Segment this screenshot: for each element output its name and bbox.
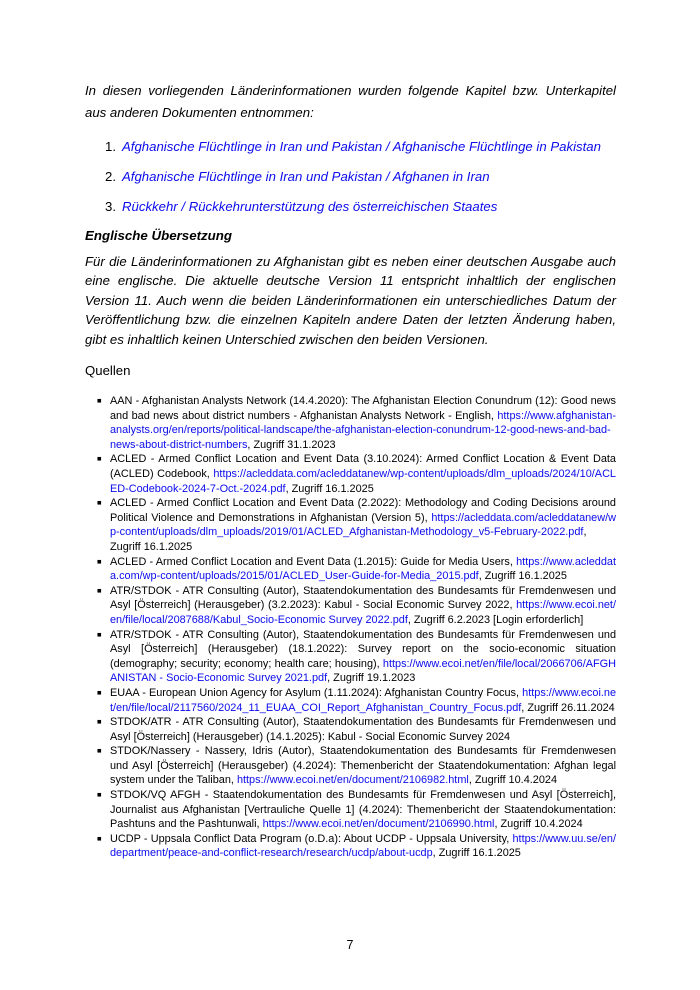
source-item <box>97 496 616 554</box>
source-item <box>97 452 616 496</box>
english-translation-paragraph: Für die Länderinformationen zu Afghanistan gibt es neben einer deutschen Ausgabe auch eine englische. Die aktuelle deutsche Version 11 entspricht inhaltlich der englischen Version 11. Auch wenn die beiden Länderinformationen ein unterschiedliches Datum der Veröffentlichung bzw. die einzelnen Kapiteln andere Daten der letzten Änderung haben, gibt es inhaltlich keinen Unterschied zwischen den beiden Versionen. <box>85 254 616 347</box>
source-item <box>97 628 616 686</box>
source-text: UCDP - Uppsala Conflict Data Program (o.D.a): About UCDP - Uppsala University, <box>110 832 513 845</box>
source-text: ACLED - Armed Conflict Location and Event Data (3.10.2024): Armed Conflict Location & Event Data (ACLED) Codebook, <box>110 453 616 480</box>
chapter-list-item <box>105 166 616 187</box>
chapter-number: 2. <box>105 169 116 184</box>
source-text: , Zugriff 16.1.2025 <box>285 482 374 495</box>
source-link[interactable]: https://www.ecoi.net/en/document/2106990.html <box>262 818 495 831</box>
source-text: , Zugriff 10.4.2024 <box>494 818 583 831</box>
chapter-list-item <box>105 136 616 157</box>
source-text: ATR/STDOK - ATR Consulting (Autor), Staatendokumentation des Bundesamts für Fremdenwesen und Asyl [Österreich] (Herausgeber) (3.2.2023): Kabul - Social Economic Survey 2022, <box>110 584 616 612</box>
source-link[interactable]: https://www.acleddata.com/wp-content/uploads/2015/01/ACLED_User-Guide-for-Media_2015.pdf <box>110 555 616 583</box>
sources-heading: Quellen <box>85 363 131 379</box>
source-text: STDOK/ATR - ATR Consulting (Autor), Staatendokumentation des Bundesamts für Fremdenwesen und Asyl [Österreich] (Herausgeber) (14.1.2025): Kabul - Social Economic Survey 2024 <box>110 716 616 743</box>
intro-paragraph: In diesen vorliegenden Länderinformationen wurden folgende Kapitel bzw. Unterkapitel aus anderen Dokumenten entnommen: <box>85 83 616 120</box>
source-link[interactable]: https://acleddata.com/acleddatanew/wp-content/uploads/dlm_uploads/2019/01/ACLED_Afghanistan-Methodology_v5-February-2022.pdf <box>110 511 616 539</box>
source-link[interactable]: https://www.afghanistan-analysts.org/en/reports/political-landscape/the-afghanistan-election-conundrum-12-good-news-and-bad-news-about-district-numbers <box>110 409 616 451</box>
source-text: AAN - Afghanistan Analysts Network (14.4.2020): The Afghanistan Election Conundrum (12): Good news and bad news about district numbers - Afghanistan Analysts Network - English, <box>110 395 616 422</box>
chapter-number: 3. <box>105 199 116 214</box>
source-text: , Zugriff 16.1.2025 <box>432 847 521 860</box>
source-text: ATR/STDOK - ATR Consulting (Autor), Staatendokumentation des Bundesamts für Fremdenwesen und Asyl [Österreich] (Herausgeber) (18.1.2022): Survey report on the socio-economic situation (demography; security; economy; health care; housing), <box>110 628 616 670</box>
source-text: , Zugriff 6.2.2023 [Login erforderlich] <box>407 613 584 626</box>
source-link[interactable]: https://www.uu.se/en/department/peace-and-conflict-research/research/ucdp/about-ucdp <box>110 832 616 860</box>
source-text: STDOK/Nassery - Nassery, Idris (Autor), Staatendokumentation des Bundesamts für Fremdenwesen und Asyl [Österreich] (Herausgeber) (4.2024): Themenbericht der Staatendokumentation: Afghan legal system under the Taliban, <box>110 745 616 787</box>
chapter-link[interactable]: Rückkehr / Rückkehrunterstützung des österreichischen Staates <box>122 199 498 214</box>
source-link[interactable]: https://www.ecoi.net/en/file/local/2087688/Kabul_Socio-Economic Survey 2022.pdf <box>110 599 616 626</box>
source-text: , Zugriff 10.4.2024 <box>468 774 558 787</box>
source-link[interactable]: https://www.ecoi.net/en/file/local/2066706/AFGHANISTAN - Socio-Economic Survey 2021.pdf <box>110 657 616 685</box>
chapter-list-item <box>105 196 616 217</box>
page-content <box>85 80 616 861</box>
source-item <box>97 744 616 788</box>
page-number: 7 <box>346 938 354 952</box>
source-text: ACLED - Armed Conflict Location and Event Data (2.2022): Methodology and Coding Decisions around Political Violence and Demonstrations in Afghanistan (Version 5), <box>110 497 616 524</box>
chapter-link[interactable]: Afghanische Flüchtlinge in Iran und Pakistan / Afghanische Flüchtlinge in Pakistan <box>122 139 601 154</box>
chapter-link[interactable]: Afghanische Flüchtlinge in Iran und Pakistan / Afghanen in Iran <box>122 169 490 184</box>
source-text: ACLED - Armed Conflict Location and Event Data (1.2015): Guide for Media Users, <box>110 555 517 568</box>
source-text: STDOK/VQ AFGH - Staatendokumentation des Bundesamts für Fremdenwesen und Asyl [Österreich], Journalist aus Afghanistan [Vertrauliche Quelle 1] (4.2024): Themenbericht der Staatendokumentation: Pashtuns and the Pashtunwali, <box>110 789 616 831</box>
source-item <box>97 715 616 744</box>
source-link[interactable]: https://acleddata.com/acleddatanew/wp-content/uploads/dlm_uploads/2024/10/ACLED-Codebook-2024-7-Oct.-2024.pdf <box>110 468 616 495</box>
source-text: , Zugriff 26.11.2024 <box>521 701 615 714</box>
source-item <box>97 394 616 452</box>
source-item <box>97 584 616 628</box>
source-item <box>97 555 616 584</box>
source-text: , Zugriff 16.1.2025 <box>478 570 567 583</box>
source-text: EUAA - European Union Agency for Asylum (1.11.2024): Afghanistan Country Focus, <box>110 686 523 699</box>
section-heading-english-uebersetzung: Englische Übersetzung <box>85 228 233 243</box>
chapter-number: 1. <box>105 139 116 154</box>
source-link[interactable]: https://www.ecoi.net/en/file/local/2117560/2024_11_EUAA_COI_Report_Afghanistan_Country_Focus.pdf <box>110 686 616 714</box>
source-item <box>97 788 616 832</box>
source-link[interactable]: https://www.ecoi.net/en/document/2106982.html <box>236 774 469 787</box>
chapter-link-list <box>105 136 616 217</box>
source-text: , Zugriff 31.1.2023 <box>247 438 336 451</box>
source-text: , Zugriff 16.1.2025 <box>110 526 587 553</box>
source-item <box>97 686 616 715</box>
source-item <box>97 832 616 861</box>
sources-list <box>97 394 616 861</box>
source-text: , Zugriff 19.1.2023 <box>327 672 416 685</box>
